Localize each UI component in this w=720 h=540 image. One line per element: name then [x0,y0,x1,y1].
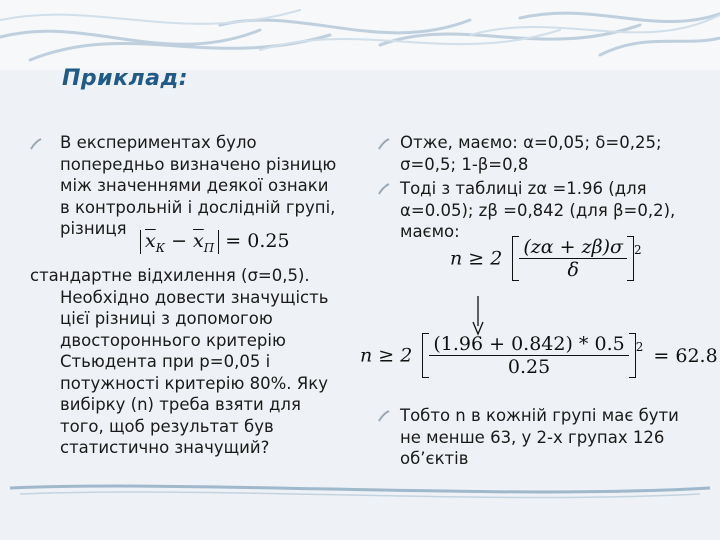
formula-result: = 62.8 [653,344,718,367]
text-line: в контрольній і дослідній групі, [60,197,336,217]
text-line: статистично значущий? [60,438,270,457]
fraction-numerator: (1.96 + 0.842) * 0.5 [433,333,625,355]
text-line: між значеннями деякої ознаки [60,176,329,195]
bullet-icon [378,410,390,422]
left-paragraph [30,265,328,459]
text-line: маємо: [400,222,460,241]
text-line: σ=0,5; 1-β=0,8 [400,154,529,174]
text-line: Стьюдента при р=0,05 і [60,352,271,371]
exponent: 2 [635,339,644,354]
formula-lhs: n ≥ 2 [360,344,413,367]
text-line: В експериментах було [60,133,257,152]
exponent: 2 [634,242,642,257]
slide-title: Приклад: [62,66,189,91]
formula-lhs: n ≥ 2 [450,247,503,270]
text-line: різниця [60,219,127,238]
variable-x: $\overline{x}$ [145,230,156,252]
minus-sign: − [171,230,187,252]
text-line: Тоді з таблиці zα =1.96 (для [400,179,647,198]
text-line: вибірку (n) треба взяти для [60,395,301,414]
formula-general [450,236,642,281]
variable-x: $\overline{x}$ [193,230,204,252]
abs-value-bars [140,230,219,254]
text-line: двостороннього критерію [60,330,286,350]
text-line: потужності критерію 80%. Яку [60,373,328,393]
bracket [512,236,634,281]
text-line: Необхідно довести значущість [60,287,329,307]
text-line: попередньо визначено різницю [60,154,337,174]
right-bullet-text-2 [400,178,675,243]
formula-numeric [360,333,718,378]
bullet-icon [378,183,390,195]
text-line: Тобто n в кожній групі має бути [400,406,679,425]
text-line: об’єктів [400,449,469,468]
text-line: α=0.05); zβ =0,842 (для β=0,2), [400,200,676,220]
left-bullet-text [60,132,336,240]
text-line: того, щоб результат був [60,416,274,436]
formula-difference [140,230,290,254]
subscript-p: П [203,241,215,255]
bullet-icon [378,138,390,150]
text-line: Отже, маємо: α=0,05; δ=0,25; [400,133,662,152]
right-bullet-text-3 [400,405,679,470]
fraction [519,236,627,281]
text-line: не менше 63, у 2-х групах 126 [400,427,665,447]
bullet-icon [30,138,42,150]
bracket [422,333,635,378]
down-arrow-icon [470,296,486,336]
fraction-denominator: 0.25 [429,355,628,378]
fraction [429,333,628,378]
right-bullet-text-1 [400,132,662,175]
fraction-denominator: δ [519,258,627,281]
subscript-k: К [155,241,166,255]
fraction-numerator: (zα + zβ)σ [523,236,624,258]
text-line: цієї різниці з допомогою [60,309,273,328]
text-line: стандартне відхилення (σ=0,5). [30,266,310,285]
formula-rhs: = 0.25 [225,230,290,252]
